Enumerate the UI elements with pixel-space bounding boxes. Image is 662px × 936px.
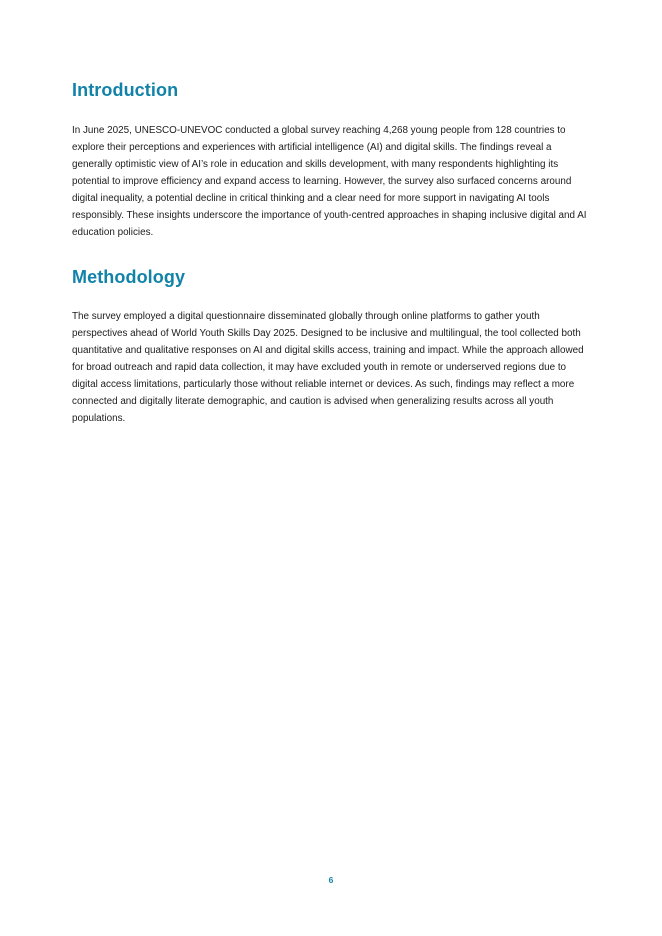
section-body-introduction: In June 2025, UNESCO-UNEVOC conducted a global survey reaching 4,268 young people from 128 countries to explore their perceptions and experiences with artificial intelligence (AI) and digital skills. The findings reveal a generally optimistic view of AI’s role in education and skills development, with many respondents highlighting its potential to improve efficiency and expand access to learning. However, the survey also surfaced concerns around digital inequality, a potential decline in critical thinking and a clear need for more support in navigating AI tools responsibly. These insights underscore the importance of youth-centred approaches in shaping inclusive digital and AI education policies. [72,124,587,238]
section-heading-methodology: Methodology [72,266,186,287]
page-footer [0,870,662,888]
page-content [0,0,662,427]
page-number: 6 [328,875,334,885]
section-heading-introduction: Introduction [72,80,179,100]
section-methodology [72,267,591,428]
section-body-methodology: The survey employed a digital questionnaire disseminated globally through online platforms to gather youth perspectives ahead of World Youth Skills Day 2025. Designed to be inclusive and multilingual, the tool collected both quantitative and qualitative responses on AI and digital skills access, training and impact. While the approach allowed for broad outreach and rapid data collection, it may have excluded youth in remote or underserved regions due to digital access limitations, particularly those without reliable internet or devices. As such, findings may reflect a more connected and digitally literate demographic, and caution is advised when generalizing results across all youth populations. [72,311,584,425]
section-introduction [72,80,591,241]
